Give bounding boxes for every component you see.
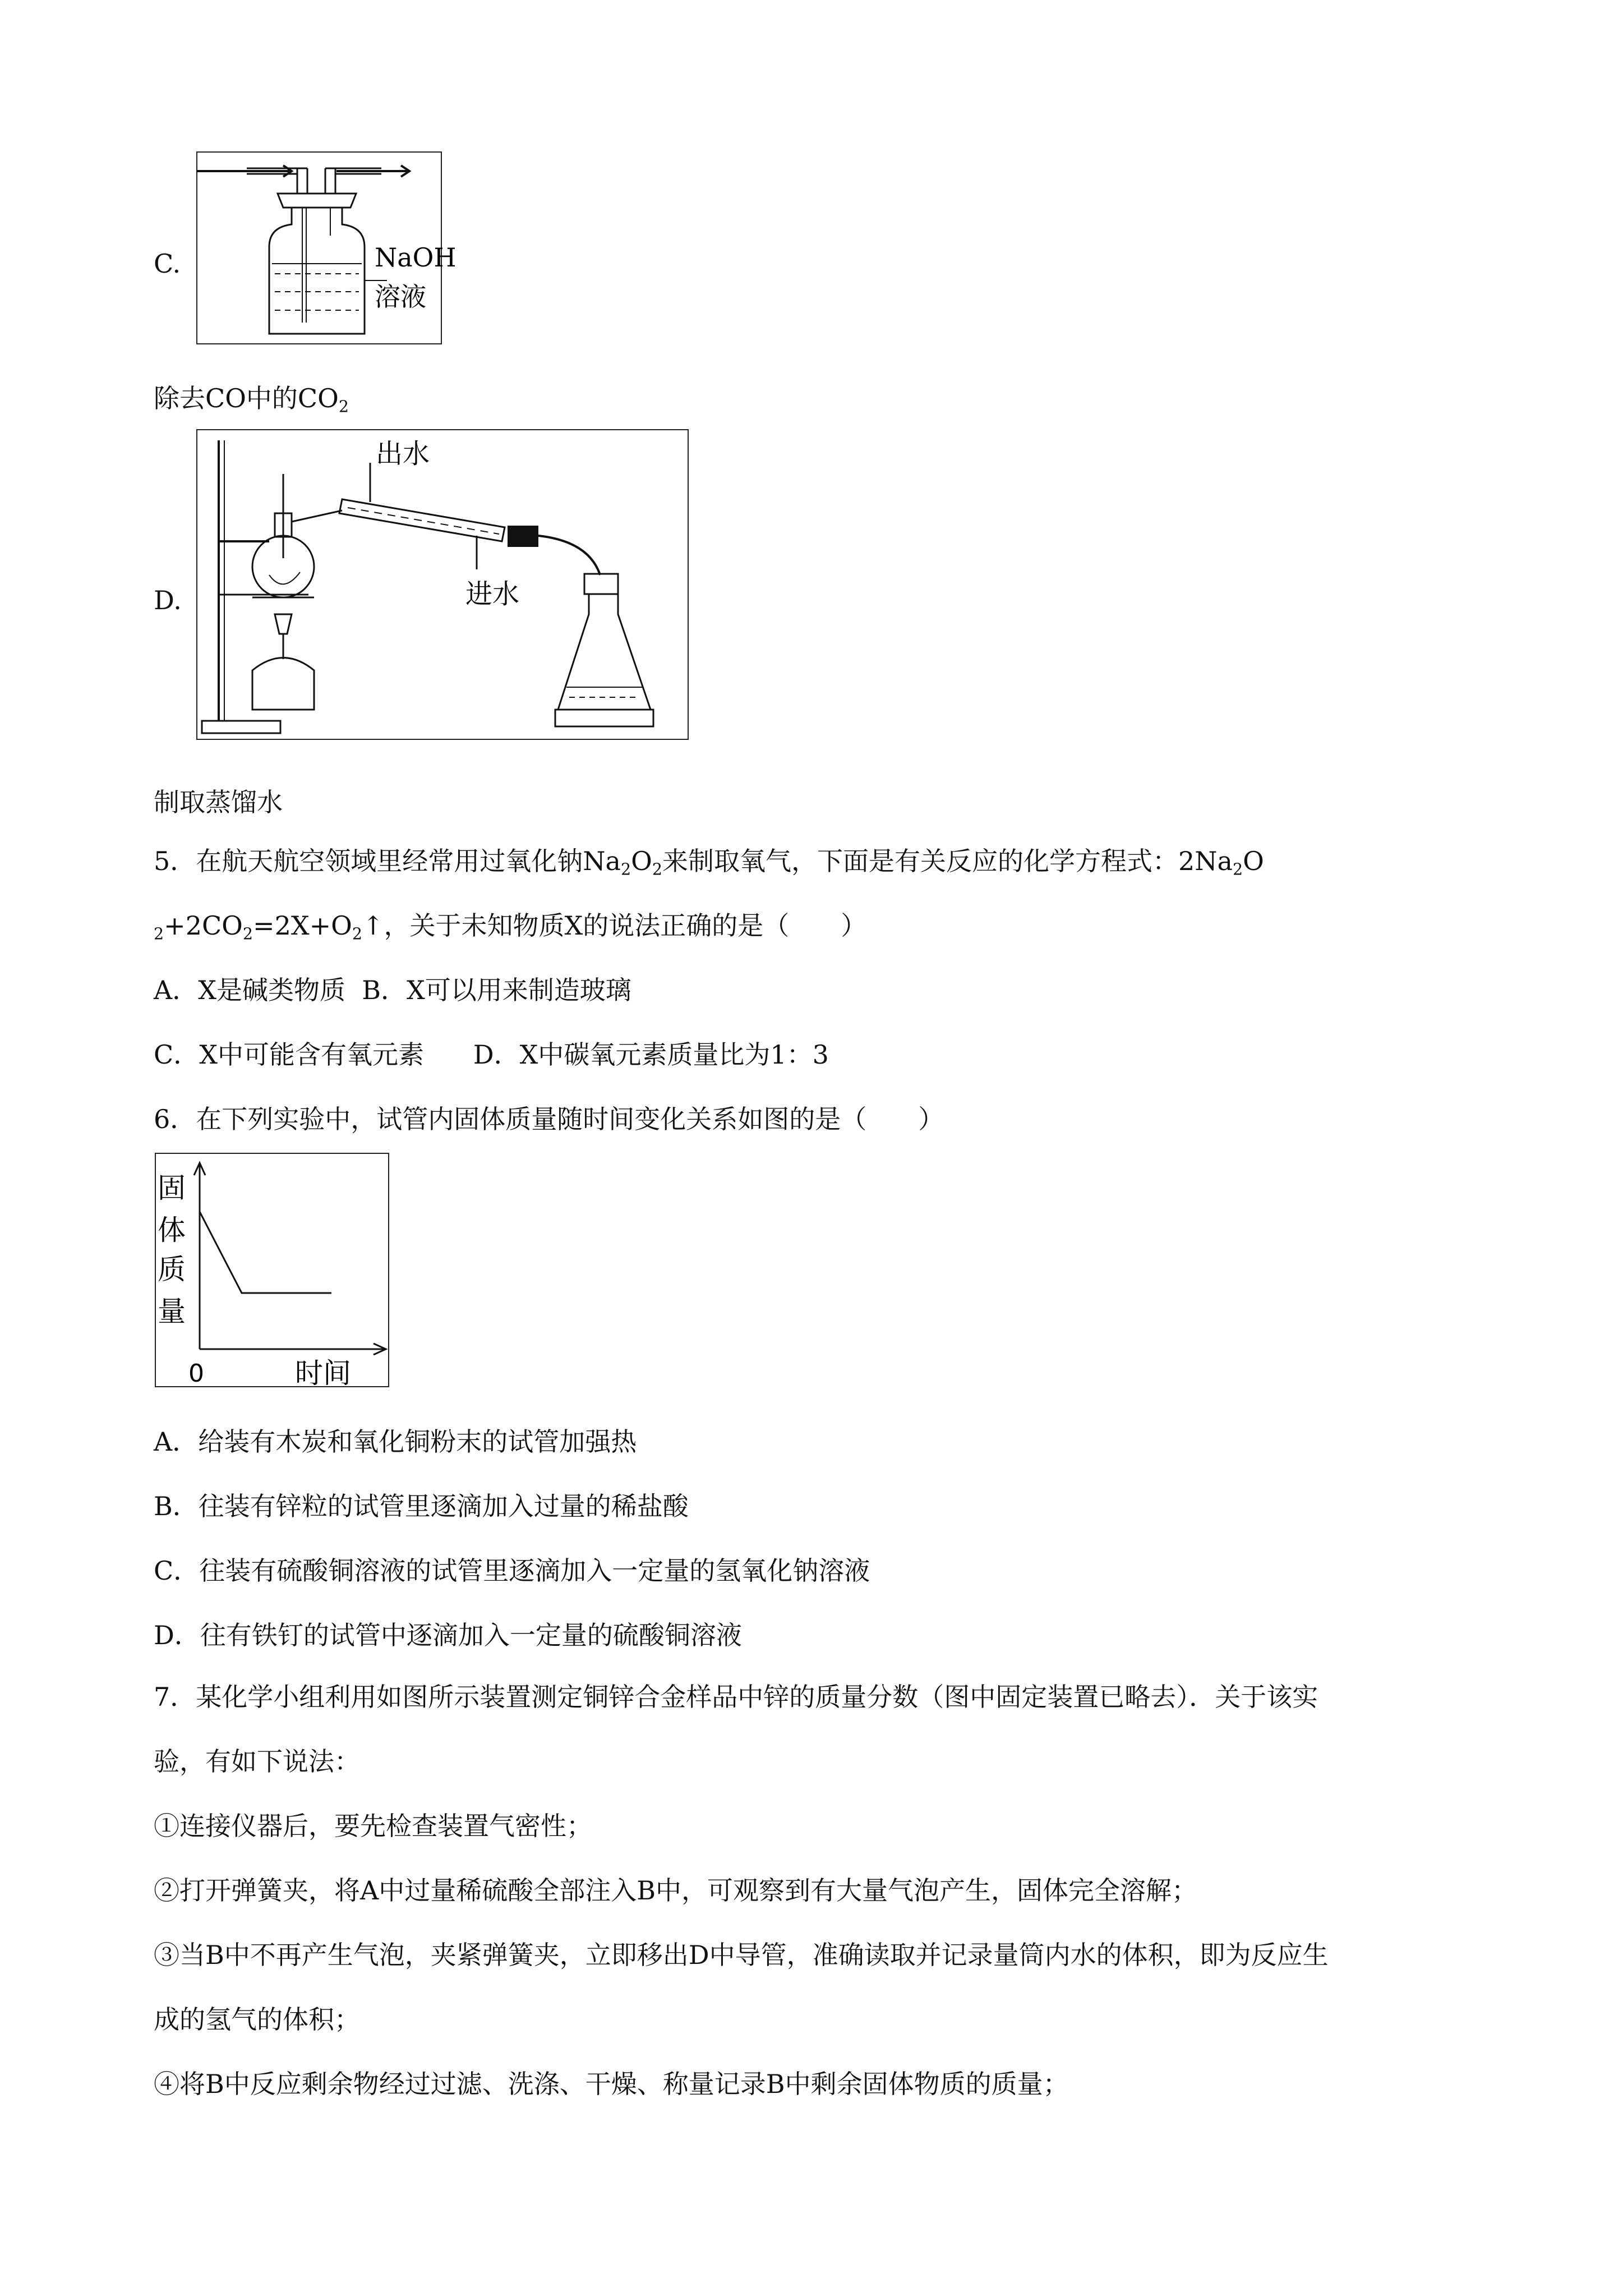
- y-label-3: 质: [158, 1253, 186, 1286]
- q7-stem-line2: 验，有如下说法：: [154, 1746, 360, 1777]
- q5-options-ab: [154, 973, 631, 1007]
- gas-washing-bottle-figure: [196, 151, 457, 345]
- option-d-label: D.: [154, 585, 182, 615]
- q6-option-b: B．往装有锌粒的试管里逐滴加入过量的稀盐酸: [154, 1491, 689, 1521]
- q5-option-a: A．X是碱类物质: [154, 975, 345, 1005]
- mass-time-chart: [155, 1153, 390, 1388]
- q6-option-c: C．往装有硫酸铜溶液的试管里逐滴加入一定量的氢氧化钠溶液: [154, 1556, 870, 1586]
- q5-option-d: D．X中碳氧元素质量比为1：3: [473, 1039, 829, 1070]
- q6-option-a: A．给装有木炭和氧化铜粉末的试管加强热: [154, 1427, 637, 1457]
- option-c-caption: 除去CO中的$CO_2$: [154, 383, 349, 416]
- y-label-4: 量: [158, 1295, 186, 1328]
- water-out-label: 出水: [376, 438, 430, 470]
- q6-option-d: D．往有铁钉的试管中逐滴加入一定量的硫酸铜溶液: [154, 1620, 742, 1650]
- y-label-2: 体: [158, 1214, 186, 1246]
- q5-option-c: C．X中可能含有氧元素: [154, 1039, 424, 1070]
- q5-stem-line1: 5．在航天航空领域里经常用过氧化钠$Na_2O_2$来制取氧气，下面是有关反应的化学方程式：$2Na_2O$: [154, 846, 1264, 879]
- q5-option-b: B．X可以用来制造玻璃: [362, 975, 631, 1005]
- y-label-1: 固: [158, 1172, 186, 1204]
- q5-options-cd: [154, 1038, 829, 1071]
- water-in-label: 进水: [465, 578, 520, 610]
- origin-label: 0: [188, 1359, 204, 1388]
- q7-statement-3b: 成的氢气的体积；: [154, 2004, 360, 2035]
- q6-stem: 6．在下列实验中，试管内固体质量随时间变化关系如图的是（ ）: [154, 1104, 944, 1134]
- x-label: 时间: [295, 1357, 351, 1389]
- option-d-caption: 制取蒸馏水: [154, 787, 283, 817]
- q7-statement-1: ①连接仪器后，要先检查装置气密性；: [154, 1811, 592, 1841]
- q7-statement-3a: ③当B中不再产生气泡，夹紧弹簧夹，立即移出D中导管，准确读取并记录量筒内水的体积，即为反应生: [154, 1940, 1329, 1970]
- naoh-label: NaOH: [375, 242, 457, 273]
- distillation-apparatus-figure: [196, 429, 690, 740]
- solution-label: 溶液: [375, 282, 426, 312]
- q5-stem-line2: $_2+2CO_2=2X+O_2↑$，关于未知物质X的说法正确的是（ ）: [154, 910, 867, 944]
- q7-stem-line1: 7．某化学小组利用如图所示装置测定铜锌合金样品中锌的质量分数（图中固定装置已略去）．关于该实: [154, 1682, 1318, 1712]
- q7-statement-4: ④将B中反应剩余物经过过滤、洗涤、干燥、称量记录B中剩余固体物质的质量；: [154, 2069, 1069, 2099]
- q7-statement-2: ②打开弹簧夹，将A中过量稀硫酸全部注入B中，可观察到有大量气泡产生，固体完全溶解；: [154, 1875, 1198, 1906]
- option-c-label: C.: [154, 249, 181, 279]
- mass-curve: [200, 1212, 331, 1293]
